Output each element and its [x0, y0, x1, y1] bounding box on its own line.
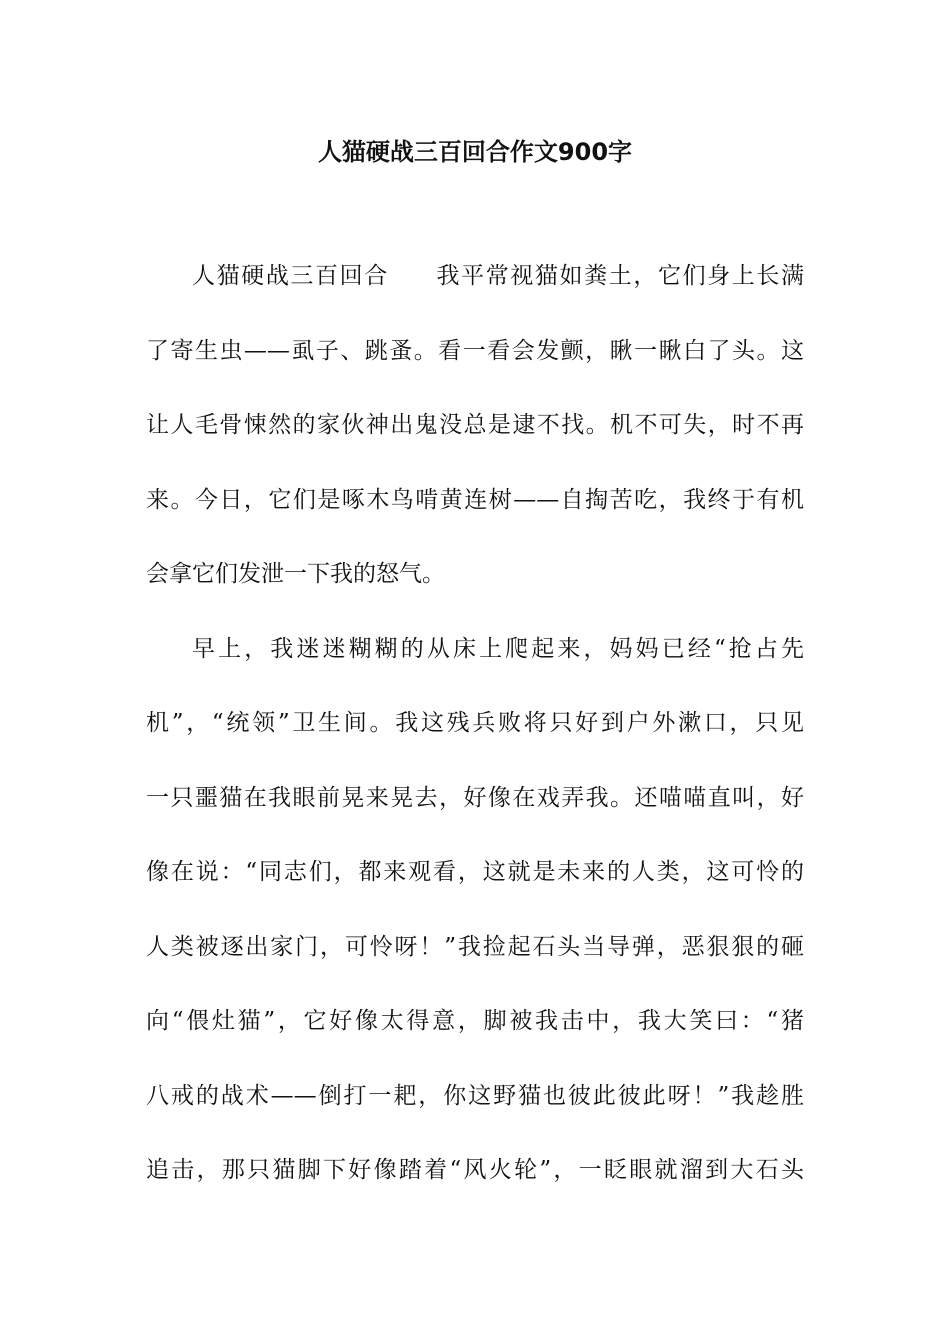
paragraph-line: 向“偎灶猫”，它好像太得意，脚被我击中，我大笑曰：“猪: [146, 1008, 804, 1034]
paragraph-line: 来。今日，它们是啄木鸟啃黄连树——自掏苦吃，我终于有机: [146, 486, 804, 513]
document-title: 人猫硬战三百回合作文900字: [317, 138, 633, 166]
paragraph-line: 人类被逐出家门，可怜呀！”我捡起石头当导弹，恶狠狠的砸: [146, 933, 804, 960]
paragraph-line: 像在说：“同志们，都来观看，这就是未来的人类，这可怜的: [146, 859, 804, 885]
paragraph-1: [146, 256, 804, 629]
paragraph-line: 机”，“统领”卫生间。我这残兵败将只好到户外漱口，只见: [146, 710, 804, 736]
document-body: [146, 256, 804, 1225]
paragraph-line: 八戒的战术——倒打一耙，你这野猫也彼此彼此呀！”我趁胜: [146, 1082, 804, 1109]
paragraph-text: 我平常视猫如粪土，它们身上长满: [434, 263, 804, 289]
inline-heading: 人猫硬战三百回合: [192, 263, 389, 289]
paragraph-line: 早上，我迷迷糊糊的从床上爬起来，妈妈已经“抢占先: [192, 635, 804, 662]
paragraph-line: 一只噩猫在我眼前晃来晃去，好像在戏弄我。还喵喵直叫，好: [146, 784, 804, 811]
paragraph-line: [146, 256, 804, 331]
paragraph-line: 了寄生虫——虱子、跳蚤。看一看会发颤，瞅一瞅白了头。这: [146, 337, 804, 364]
paragraph-line: 追击，那只猫脚下好像踏着“风火轮”，一眨眼就溜到大石头: [146, 1157, 804, 1183]
paragraph-line: 让人毛骨悚然的家伙神出鬼没总是逮不找。机不可失，时不再: [146, 412, 804, 438]
paragraph-line: 会拿它们发泄一下我的怒气。: [146, 561, 445, 587]
paragraph-2: [146, 629, 804, 1225]
